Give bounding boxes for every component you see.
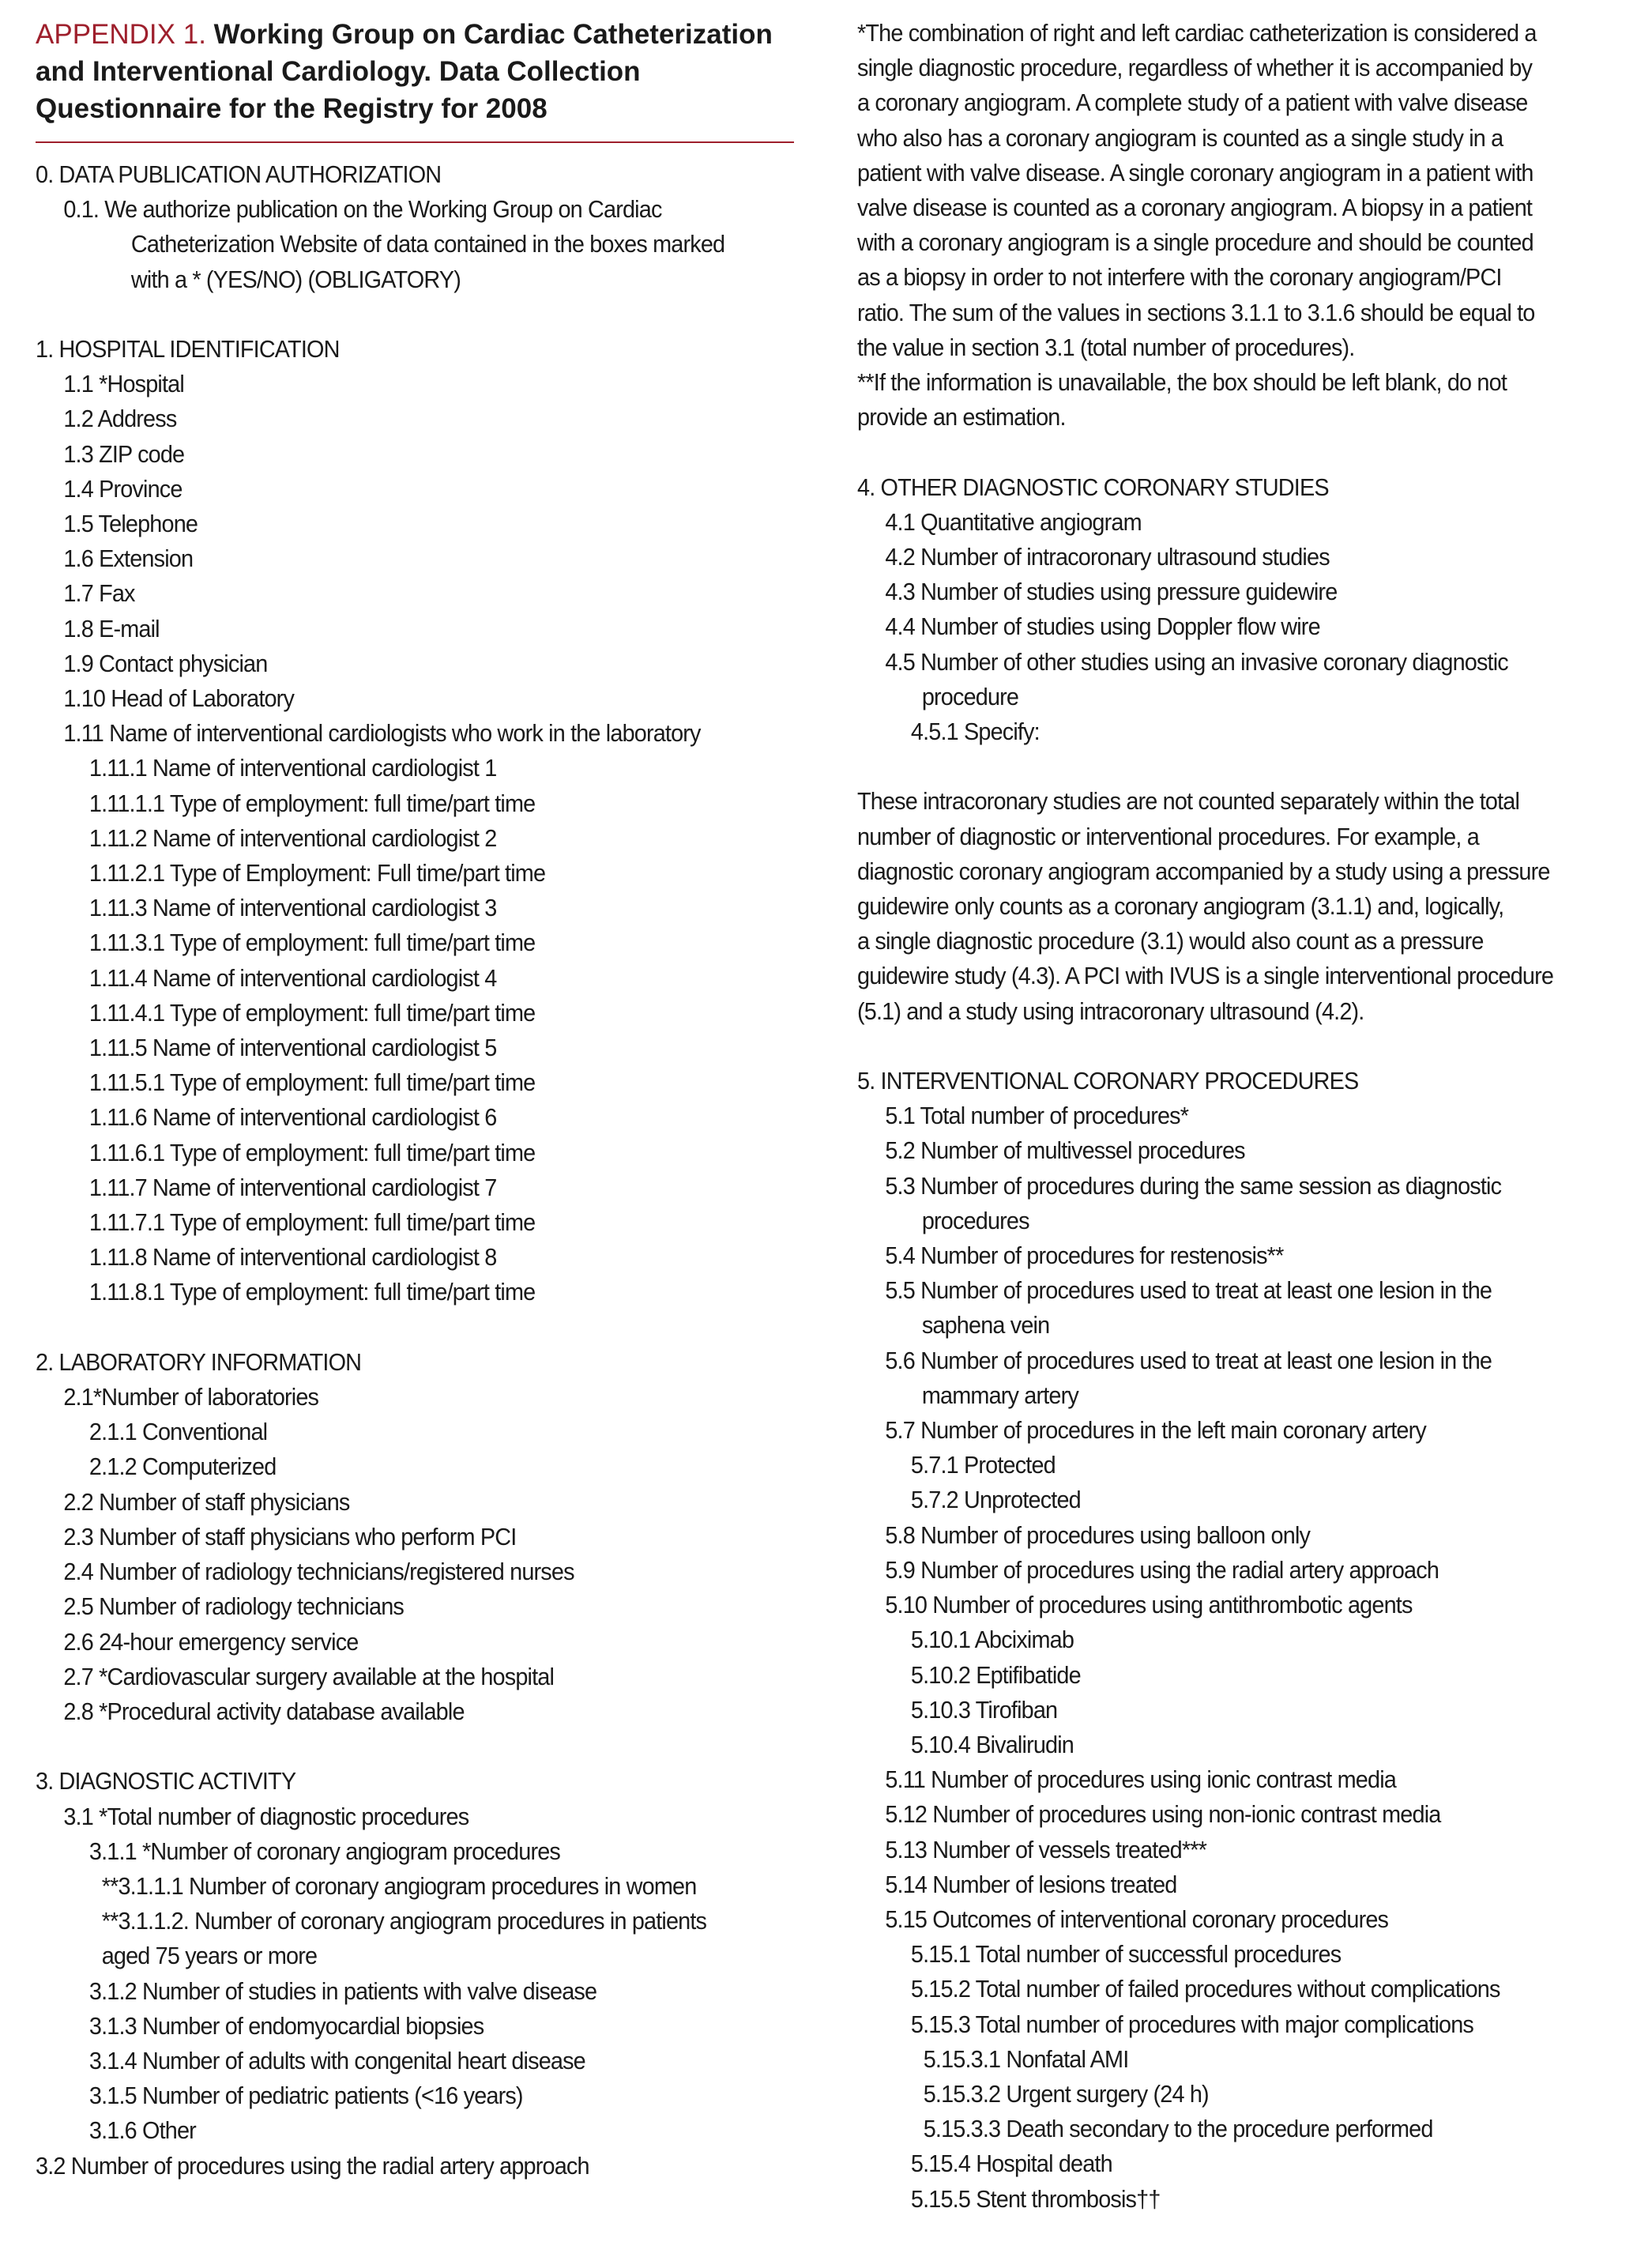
question-item: 5.14 Number of lesions treated <box>885 1870 1177 1898</box>
section-line: a coronary angiogram. A complete study of a patient with valve disease <box>857 89 1528 117</box>
question-item: 5.3 Number of procedures during the same session as diagnostic <box>885 1171 1502 1200</box>
question-item: 3.1.3 Number of endomyocardial biopsies <box>88 2011 484 2040</box>
question-item: 1.1 *Hospital <box>63 370 184 398</box>
question-item: 1.11 Name of interventional cardiologists who work in the laboratory <box>63 719 701 748</box>
spacer <box>36 1310 794 1345</box>
question-item: 5.7 Number of procedures in the left main coronary artery <box>885 1416 1426 1445</box>
question-item: 5.1 Total number of procedures* <box>885 1102 1189 1130</box>
question-item: 4.5.1 Specify: <box>910 718 1040 746</box>
question-item: **3.1.1.1 Number of coronary angiogram procedures in women <box>101 1871 697 1900</box>
section-line: 3.2 Number of procedures using the radial artery approach <box>36 2151 589 2180</box>
question-item: 4.4 Number of studies using Doppler flow wire <box>885 612 1320 641</box>
question-item: mammary artery <box>921 1381 1078 1409</box>
section-line: (5.1) and a study using intracoronary ultrasound (4.2). <box>857 997 1364 1025</box>
section-line: *The combination of right and left cardiac catheterization is considered a <box>857 19 1537 47</box>
question-item: 1.11.8 Name of interventional cardiologist 8 <box>88 1243 497 1272</box>
question-item: 2.3 Number of staff physicians who perform PCI <box>63 1522 517 1551</box>
question-item: 5.8 Number of procedures using balloon only <box>885 1520 1311 1549</box>
question-item: 3.1.4 Number of adults with congenital heart disease <box>88 2046 585 2074</box>
question-item: 5.15.3.2 Urgent surgery (24 h) <box>923 2079 1209 2108</box>
question-item: 5.6 Number of procedures used to treat at least one lesion in the <box>885 1346 1492 1374</box>
spacer <box>857 749 1628 784</box>
title-line-3: Questionnaire for the Registry for 2008 <box>36 93 548 124</box>
question-item: 1.9 Contact physician <box>63 649 268 677</box>
section-line: 5. INTERVENTIONAL CORONARY PROCEDURES <box>857 1067 1359 1095</box>
question-item: 5.10.2 Eptifibatide <box>910 1660 1081 1689</box>
question-item: 1.11.4.1 Type of employment: full time/part time <box>88 998 536 1027</box>
section-line: single diagnostic procedure, regardless of whether it is accompanied by <box>857 54 1533 82</box>
right-column <box>857 16 1628 2217</box>
question-item: procedure <box>921 682 1019 710</box>
left-questionnaire-items <box>36 157 794 2184</box>
spacer <box>857 1029 1628 1064</box>
question-item: 1.2 Address <box>63 405 177 433</box>
question-item: 3.1.2 Number of studies in patients with valve disease <box>88 1976 597 2005</box>
section-line: the value in section 3.1 (total number of procedures). <box>857 333 1355 361</box>
question-item: 3.1.5 Number of pediatric patients (<16 years) <box>88 2082 523 2110</box>
question-item: 2.5 Number of radiology technicians <box>63 1592 404 1621</box>
question-item: 2.1.2 Computerized <box>88 1453 277 1481</box>
title-divider <box>36 141 794 143</box>
section-line: valve disease is counted as a coronary angiogram. A biopsy in a patient <box>857 194 1533 222</box>
section-line: number of diagnostic or interventional procedures. For example, a <box>857 822 1479 850</box>
question-item: 5.5 Number of procedures used to treat at least one lesion in the <box>885 1276 1492 1305</box>
question-item: 1.11.2 Name of interventional cardiologist 2 <box>88 823 497 852</box>
question-item: 1.4 Province <box>63 474 183 503</box>
spacer <box>36 297 794 332</box>
question-item: 5.10 Number of procedures using antithrombotic agents <box>885 1591 1413 1619</box>
question-item: 5.15.3.3 Death secondary to the procedure performed <box>923 2115 1433 2143</box>
left-column <box>36 16 794 2184</box>
question-item: 5.2 Number of multivessel procedures <box>885 1136 1245 1165</box>
appendix-label: APPENDIX 1. <box>36 19 206 50</box>
question-item: 1.8 E-mail <box>63 614 160 642</box>
section-line: who also has a coronary angiogram is counted as a single study in a <box>857 123 1503 152</box>
spacer <box>857 435 1628 469</box>
question-item: 4.3 Number of studies using pressure guidewire <box>885 578 1338 606</box>
right-questionnaire-items <box>857 16 1628 2217</box>
question-item: 4.2 Number of intracoronary ultrasound studies <box>885 543 1330 571</box>
section-line: with a coronary angiogram is a single procedure and should be counted <box>857 228 1533 257</box>
question-item: 1.10 Head of Laboratory <box>63 684 295 713</box>
question-item: 5.15.2 Total number of failed procedures without complications <box>910 1975 1500 2003</box>
question-item: 2.4 Number of radiology technicians/registered nurses <box>63 1558 574 1586</box>
question-item: 5.15.5 Stent thrombosis†† <box>910 2184 1161 2213</box>
question-item: with a * (YES/NO) (OBLIGATORY) <box>130 265 461 293</box>
section-line: 0. DATA PUBLICATION AUTHORIZATION <box>36 160 442 188</box>
question-item: 2.1.1 Conventional <box>88 1418 268 1446</box>
question-item: 1.11.8.1 Type of employment: full time/part time <box>88 1278 536 1306</box>
question-item: 5.7.2 Unprotected <box>910 1486 1081 1514</box>
question-item: 1.11.7.1 Type of employment: full time/part time <box>88 1208 536 1237</box>
question-item: 1.11.5.1 Type of employment: full time/part time <box>88 1068 536 1097</box>
question-item: 1.6 Extension <box>63 544 194 573</box>
title-line-2: and Interventional Cardiology. Data Collection <box>36 56 641 87</box>
section-line: 1. HOSPITAL IDENTIFICATION <box>36 335 340 363</box>
question-item: 3.1 *Total number of diagnostic procedures <box>63 1802 469 1830</box>
question-item: **3.1.1.2. Number of coronary angiogram procedures in patients <box>101 1907 707 1935</box>
question-item: 5.10.4 Bivalirudin <box>910 1730 1074 1758</box>
section-line: patient with valve disease. A single coronary angiogram in a patient with <box>857 158 1533 187</box>
question-item: 2.1*Number of laboratories <box>63 1383 319 1411</box>
section-line: guidewire only counts as a coronary angiogram (3.1.1) and, logically, <box>857 892 1504 921</box>
section-line: provide an estimation. <box>857 403 1066 431</box>
question-item: 2.7 *Cardiovascular surgery available at the hospital <box>63 1662 555 1690</box>
section-line: diagnostic coronary angiogram accompanied by a study using a pressure <box>857 857 1550 885</box>
question-item: 5.4 Number of procedures for restenosis** <box>885 1242 1284 1270</box>
question-item: 5.15.4 Hospital death <box>910 2150 1112 2178</box>
question-item: 1.11.2.1 Type of Employment: Full time/part time <box>88 859 546 887</box>
question-item: 5.9 Number of procedures using the radial artery approach <box>885 1555 1439 1584</box>
section-line: ratio. The sum of the values in sections 3.1.1 to 3.1.6 should be equal to <box>857 298 1535 326</box>
section-line: guidewire study (4.3). A PCI with IVUS is a single interventional procedure <box>857 962 1554 990</box>
section-line: 4. OTHER DIAGNOSTIC CORONARY STUDIES <box>857 473 1329 501</box>
question-item: 5.11 Number of procedures using ionic contrast media <box>885 1765 1396 1794</box>
question-item: 3.1.6 Other <box>88 2116 196 2145</box>
question-item: 1.11.5 Name of interventional cardiologist 5 <box>88 1034 497 1062</box>
section-line: 3. DIAGNOSTIC ACTIVITY <box>36 1767 296 1795</box>
question-item: procedures <box>921 1206 1029 1234</box>
question-item: 4.1 Quantitative angiogram <box>885 507 1142 536</box>
question-item: 5.10.1 Abciximab <box>910 1626 1074 1654</box>
question-item: 5.13 Number of vessels treated*** <box>885 1835 1207 1863</box>
question-item: 0.1. We authorize publication on the Working Group on Cardiac <box>63 195 662 224</box>
question-item: 5.15.3 Total number of procedures with major complications <box>910 2010 1473 2038</box>
question-item: 1.11.1 Name of interventional cardiologist 1 <box>88 754 497 782</box>
question-item: 1.11.1.1 Type of employment: full time/part time <box>88 789 536 817</box>
question-item: 5.15 Outcomes of interventional coronary procedures <box>885 1905 1389 1933</box>
section-line: 2. LABORATORY INFORMATION <box>36 1347 362 1376</box>
question-item: 5.15.1 Total number of successful procedures <box>910 1940 1342 1969</box>
question-item: 1.11.4 Name of interventional cardiologist 4 <box>88 963 497 992</box>
question-item: 1.11.6.1 Type of employment: full time/part time <box>88 1138 536 1166</box>
question-item: 2.2 Number of staff physicians <box>63 1487 350 1516</box>
section-line: as a biopsy in order to not interfere with the coronary angiogram/PCI <box>857 263 1502 292</box>
question-item: 3.1.1 *Number of coronary angiogram procedures <box>88 1837 560 1865</box>
question-item: Catheterization Website of data contained in the boxes marked <box>130 230 725 258</box>
question-item: 1.11.3 Name of interventional cardiologist 3 <box>88 894 497 922</box>
question-item: 1.7 Fax <box>63 579 135 608</box>
question-item: saphena vein <box>921 1311 1050 1340</box>
question-item: 1.11.7 Name of interventional cardiologist 7 <box>88 1173 497 1201</box>
question-item: 2.8 *Procedural activity database available <box>63 1697 465 1725</box>
question-item: 1.11.6 Name of interventional cardiologist 6 <box>88 1103 497 1132</box>
question-item: 2.6 24-hour emergency service <box>63 1627 359 1656</box>
section-line: **If the information is unavailable, the box should be left blank, do not <box>857 368 1507 397</box>
question-item: 5.10.3 Tirofiban <box>910 1695 1058 1724</box>
question-item: aged 75 years or more <box>101 1942 318 1970</box>
title-line-1: Working Group on Cardiac Catheterization <box>213 19 773 50</box>
appendix-title <box>36 16 794 127</box>
question-item: 1.11.3.1 Type of employment: full time/part time <box>88 929 536 957</box>
question-item: 5.7.1 Protected <box>910 1451 1056 1479</box>
question-item: 5.15.3.1 Nonfatal AMI <box>923 2044 1129 2073</box>
spacer <box>36 1729 794 1764</box>
question-item: 1.5 Telephone <box>63 510 198 538</box>
question-item: 1.3 ZIP code <box>63 439 185 468</box>
section-line: a single diagnostic procedure (3.1) would also count as a pressure <box>857 927 1484 955</box>
section-line: These intracoronary studies are not counted separately within the total <box>857 787 1520 816</box>
question-item: 4.5 Number of other studies using an invasive coronary diagnostic <box>885 647 1508 676</box>
question-item: 5.12 Number of procedures using non-ionic contrast media <box>885 1800 1441 1829</box>
